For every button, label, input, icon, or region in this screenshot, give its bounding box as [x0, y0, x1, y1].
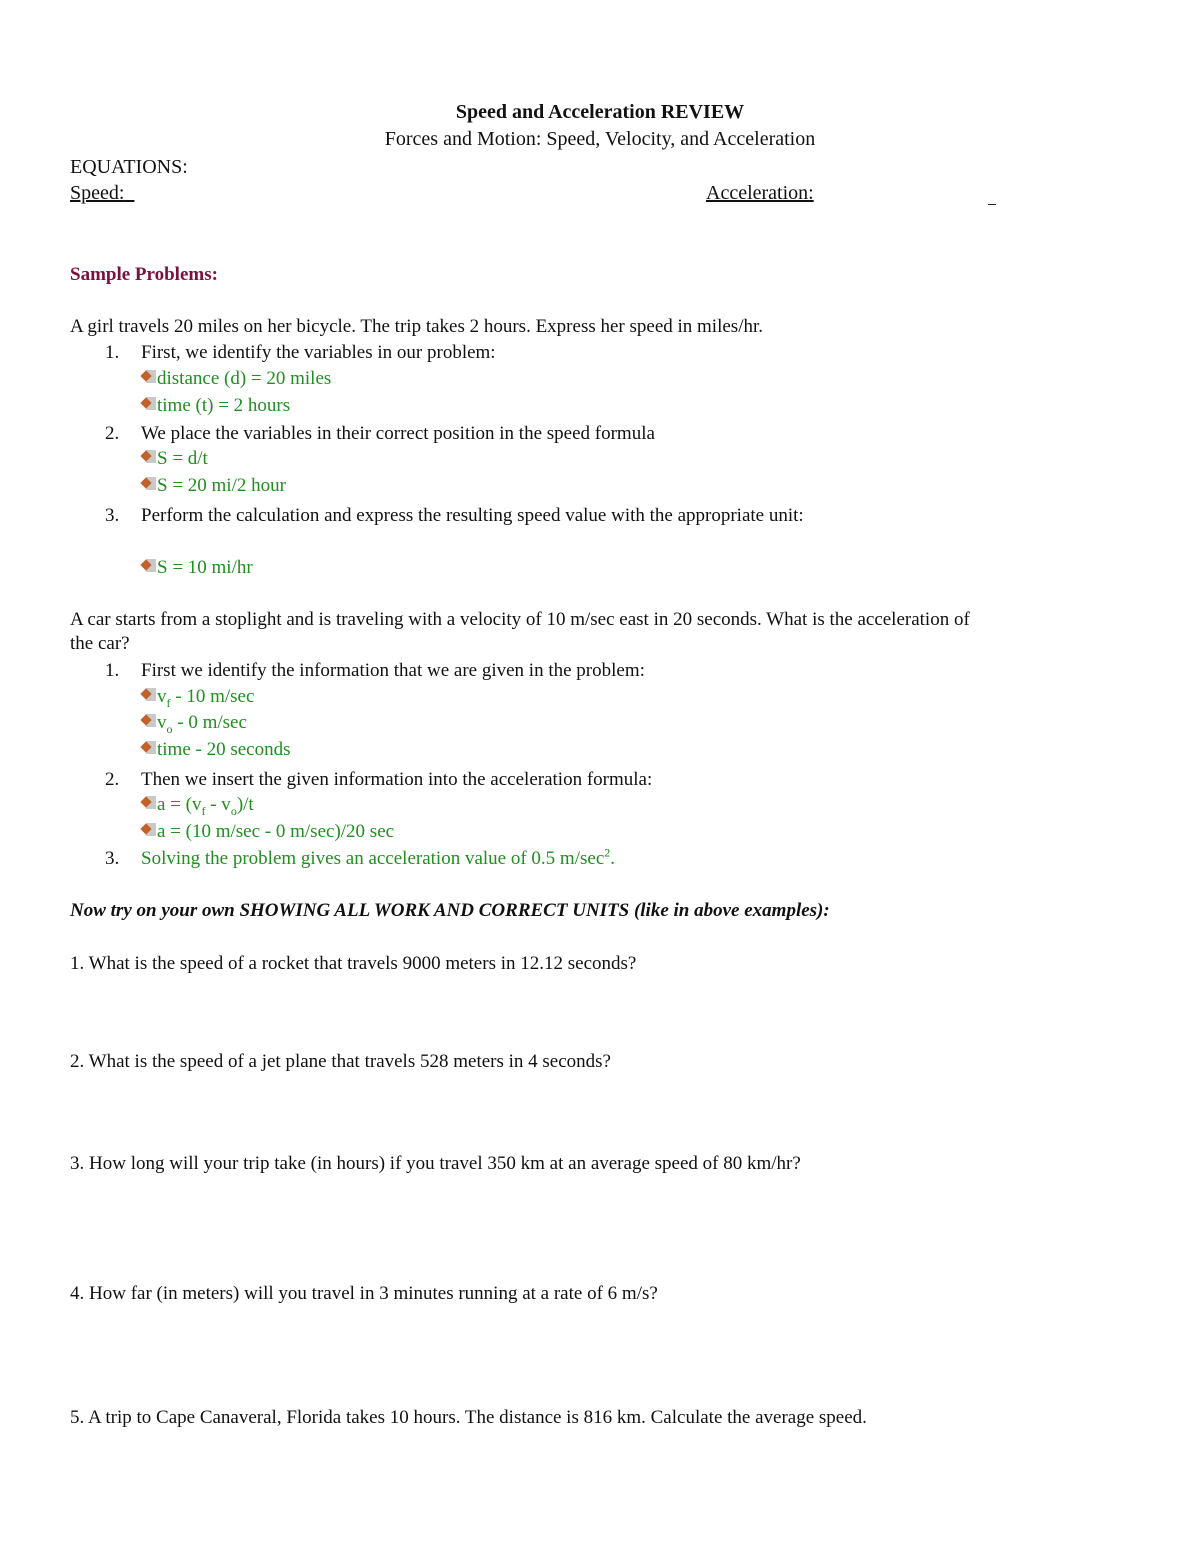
p2-step-2-bullet-2: a = (10 m/sec - 0 m/sec)/20 sec: [141, 821, 394, 843]
p2-step-1-bullet-1: $v_f - 10$ m/sec: [141, 686, 254, 708]
equations-label: EQUATIONS:: [70, 156, 188, 178]
sample-problem-2-question-line-2: the car?: [70, 633, 130, 654]
p2-step-1-bullet-3: time - 20 seconds: [141, 739, 291, 761]
diamond-bullet-icon: [141, 395, 157, 413]
sample-problems-heading: Sample Problems:: [70, 264, 218, 285]
page-subtitle: Forces and Motion: Speed, Velocity, and Acceleration: [384, 128, 816, 150]
p2-step-1: 1. First we identify the information that we are given in the problem:: [105, 660, 645, 681]
diamond-bullet-icon: [141, 712, 157, 730]
text-cursor: [988, 204, 996, 205]
practice-question-3: 3. How long will your trip take (in hours) if you travel 350 km at an average speed of 80 km/hr?: [70, 1153, 801, 1174]
speed-label: Speed:: [70, 182, 125, 204]
diamond-bullet-icon: [141, 794, 157, 812]
p1-step-3: 3. Perform the calculation and express the resulting speed value with the appropriate unit:: [105, 505, 804, 526]
diamond-bullet-icon: [141, 739, 157, 757]
p1-step-1-bullet-1: distance (d) = 20 miles: [141, 368, 331, 390]
acceleration-label: Acceleration:: [706, 182, 814, 204]
p2-step-1-bullet-2: $v_o - 0$ m/sec: [141, 712, 247, 734]
practice-question-4: 4. How far (in meters) will you travel in 3 minutes running at a rate of 6 m/s?: [70, 1283, 658, 1304]
diamond-bullet-icon: [141, 448, 157, 466]
practice-question-5: 5. A trip to Cape Canaveral, Florida takes 10 hours. The distance is 816 km. Calculate the average speed.: [70, 1407, 867, 1428]
page-title: Speed and Acceleration REVIEW: [455, 101, 745, 123]
practice-question-2: 2. What is the speed of a jet plane that travels 528 meters in 4 seconds?: [70, 1051, 611, 1072]
p1-step-1-bullet-2: time (t) = 2 hours: [141, 395, 290, 417]
p1-step-2-bullet-2: S = 20 mi/2 hour: [141, 475, 286, 497]
p1-step-3-bullet-1: S = 10 mi/hr: [141, 557, 253, 579]
diamond-bullet-icon: [141, 557, 157, 575]
diamond-bullet-icon: [141, 686, 157, 704]
p2-step-2-bullet-1: $a = (v_f - v_o)/t$: [141, 794, 254, 816]
diamond-bullet-icon: [141, 368, 157, 386]
diamond-bullet-icon: [141, 821, 157, 839]
practice-instruction: Now try on your own SHOWING ALL WORK AND CORRECT UNITS (like in above examples):: [70, 900, 830, 921]
p2-step-2: 2. Then we insert the given information into the acceleration formula:: [105, 769, 653, 790]
sample-problem-1-question: A girl travels 20 miles on her bicycle. The trip takes 2 hours. Express her speed in miles/hr.: [70, 316, 763, 337]
p1-step-1: 1. First, we identify the variables in our problem:: [105, 342, 496, 363]
sample-problem-2-question-line-1: A car starts from a stoplight and is traveling with a velocity of 10 m/sec east in 20 seconds. What is the acceleration of: [70, 609, 970, 630]
p1-step-2: 2. We place the variables in their correct position in the speed formula: [105, 423, 655, 444]
p2-step-3: 3. Solving the problem gives an acceleration value of 0.5 $m/\sec^2$.: [105, 845, 615, 869]
diamond-bullet-icon: [141, 475, 157, 493]
practice-question-1: 1. What is the speed of a rocket that travels 9000 meters in 12.12 seconds?: [70, 953, 637, 974]
p1-step-2-bullet-1: S = d/t: [141, 448, 208, 470]
